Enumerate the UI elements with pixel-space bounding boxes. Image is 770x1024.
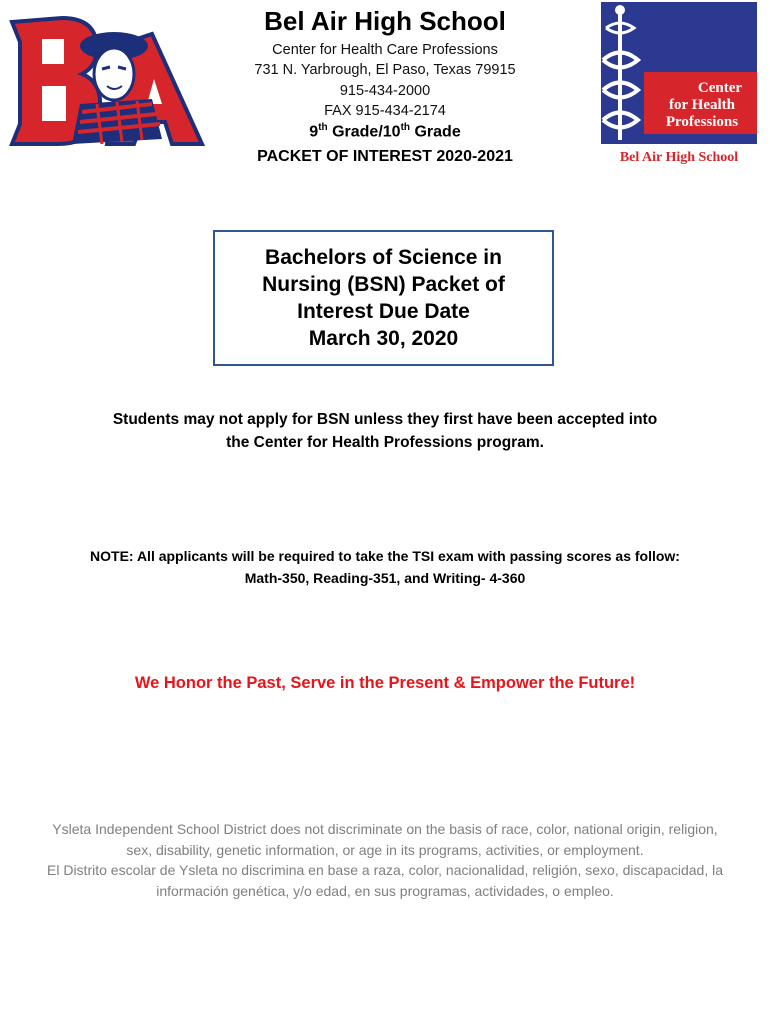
disclaimer-english-line2: sex, disability, genetic information, or age in its programs, activities, or employment. [126,842,644,858]
due-box-date: March 30, 2020 [308,327,459,350]
disclaimer-spanish-line1: El Distrito escolar de Ysleta no discrimina en base a raza, color, nacionalidad, religión, sexo, discapacidad, la [47,862,723,878]
school-name: Bel Air High School [264,6,506,36]
due-date-box [213,230,554,366]
disclaimer-english-line1: Ysleta Independent School District does not discriminate on the basis of race, color, national origin, religion, [52,821,718,837]
grade-line [230,122,540,141]
grade-10-suffix: th [400,122,411,133]
requirement-line1: Students may not apply for BSN unless they first have been accepted into [112,411,658,428]
disclaimer-spanish-line2: información genética, y/o edad, en sus programas, actividades, o empleo. [156,883,614,899]
center-health-professions-logo [598,0,760,168]
bel-air-logo [2,4,212,159]
grade-end: Grade [410,123,461,141]
logo-caption: Bel Air High School [619,150,739,165]
due-box-line1: Bachelors of Science in [265,246,502,269]
grade-middle: Grade/10 [327,123,401,141]
program-name: Center for Health Care Professions [272,42,498,58]
due-box-line3: Interest Due Date [297,300,470,323]
logo-text-line2: for Health [669,97,735,113]
note-line2: Math-350, Reading-351, and Writing- 4-360 [244,570,526,586]
logo-text-line1: Center [697,80,743,96]
grade-9: 9 [309,123,319,141]
school-phone: 915-434-2000 [339,83,431,99]
school-fax: FAX 915-434-2174 [324,103,446,119]
note-line1: NOTE: All applicants will be required to take the TSI exam with passing scores as follow: [90,548,680,564]
grade-9-suffix: th [318,122,328,133]
due-box-line2: Nursing (BSN) Packet of [262,273,505,296]
logo-text-line3: Professions [665,114,739,130]
school-address: 731 N. Yarbrough, El Paso, Texas 79915 [254,62,516,78]
packet-title: PACKET OF INTEREST 2020-2021 [257,148,513,165]
school-motto: We Honor the Past, Serve in the Present & Empower the Future! [134,674,636,692]
requirement-line2: the Center for Health Professions program. [226,434,544,451]
